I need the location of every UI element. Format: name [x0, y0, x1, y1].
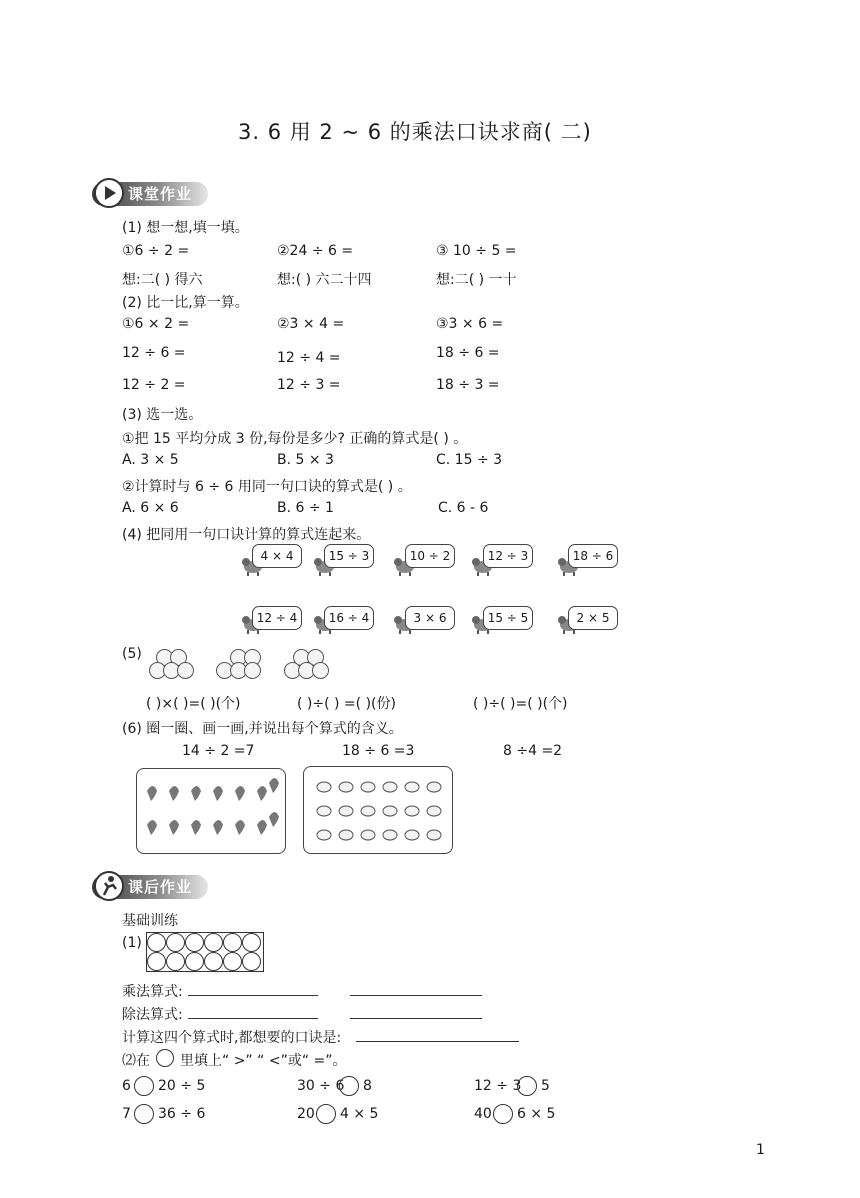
- q1-heading: (1) 想一想,填一填。: [122, 220, 249, 236]
- q2-r2-c1: 12 ÷ 6 =: [122, 345, 186, 361]
- q4-heading: (4) 把同用一句口诀计算的算式连起来。: [122, 527, 371, 543]
- apple-icon: [244, 662, 261, 679]
- q1-item-2: ②24 ÷ 6 =: [277, 243, 354, 259]
- q2-r1-c3: ③3 × 6 =: [436, 316, 504, 332]
- runner-icon: [94, 871, 124, 901]
- expr-tile[interactable]: 2 × 5: [568, 606, 618, 630]
- circle-icon: [166, 952, 185, 971]
- expr-tile[interactable]: 15 ÷ 3: [324, 544, 374, 568]
- cmp-r1c-left: 12 ÷ 3: [474, 1078, 522, 1094]
- compare-circle[interactable]: [493, 1104, 513, 1124]
- cmp-r2a-left: 7: [122, 1106, 131, 1122]
- q2-r1-c1: ①6 × 2 =: [122, 316, 190, 332]
- duck-icons: [304, 767, 452, 853]
- expr-tile[interactable]: 12 ÷ 4: [252, 606, 302, 630]
- circle-icon: [156, 1049, 174, 1067]
- q6-eq-2: 18 ÷ 6 =3: [342, 743, 415, 759]
- q1-item-3: ③ 10 ÷ 5 =: [436, 243, 517, 259]
- q1-think-1: 想:二( ) 得六: [122, 272, 203, 288]
- q2-r2-c3: 18 ÷ 6 =: [436, 345, 500, 361]
- page-title: 3. 6 用 2 ~ 6 的乘法口诀求商( 二): [238, 120, 592, 144]
- q2-r3-c2: 12 ÷ 3 =: [277, 377, 341, 393]
- rhyme-label: 计算这四个算式时,都想要的口诀是:: [122, 1030, 342, 1046]
- circle-icon: [185, 933, 204, 952]
- circle-icon: [147, 933, 166, 952]
- banner-label: 课后作业: [128, 878, 193, 896]
- expr-tile[interactable]: 4 × 4: [252, 544, 302, 568]
- expr-tile[interactable]: 18 ÷ 6: [568, 544, 618, 568]
- dolphin-picture: [136, 768, 286, 854]
- compare-circle[interactable]: [134, 1076, 154, 1096]
- cmp-r2c-right: 6 × 5: [517, 1106, 556, 1122]
- div-answer-line-2[interactable]: [350, 1018, 482, 1019]
- circle-icon: [166, 933, 185, 952]
- subsection-title: 基础训练: [122, 913, 178, 929]
- circle-icon: [223, 952, 242, 971]
- circle-icon: [223, 933, 242, 952]
- compare-circle[interactable]: [339, 1076, 359, 1096]
- circle-icon: [185, 952, 204, 971]
- q6-eq-1: 14 ÷ 2 =7: [182, 743, 255, 759]
- expr-tile[interactable]: 10 ÷ 2: [405, 544, 455, 568]
- q3-s2: ②计算时与 6 ÷ 6 用同一句口诀的算式是( ) 。: [122, 479, 412, 495]
- mul-answer-line-2[interactable]: [350, 995, 482, 996]
- circle-icon: [242, 952, 261, 971]
- q6-eq-3: 8 ÷4 =2: [503, 743, 563, 759]
- duck-picture: [303, 766, 453, 854]
- apple-icon: [312, 662, 329, 679]
- cmp-r1a-left: 6: [122, 1078, 131, 1094]
- dolphin-icons: [137, 769, 285, 853]
- rhyme-answer-line[interactable]: [356, 1041, 519, 1042]
- q5-blank-1[interactable]: ( )×( )=( )(个): [146, 696, 241, 712]
- mul-label: 乘法算式:: [122, 984, 183, 1000]
- play-icon: [94, 178, 124, 208]
- circle-icon: [242, 933, 261, 952]
- cmp-r2a-right: 36 ÷ 6: [158, 1106, 206, 1122]
- apple-icon: [177, 662, 194, 679]
- cmp-r2c-left: 40: [474, 1106, 492, 1122]
- expr-tile[interactable]: 16 ÷ 4: [324, 606, 374, 630]
- q3-s1: ①把 15 平均分成 3 份,每份是多少? 正确的算式是( ) 。: [122, 431, 468, 447]
- cmp-r1b-right: 8: [363, 1078, 372, 1094]
- section-banner-class: [92, 182, 208, 206]
- div-label: 除法算式:: [122, 1007, 183, 1023]
- after-q1-label: (1): [122, 935, 142, 951]
- q5-blank-2[interactable]: ( )÷( ) =( )(份): [297, 696, 396, 712]
- q3-s2-opt-c: C. 6 - 6: [438, 500, 489, 516]
- compare-circle[interactable]: [134, 1104, 154, 1124]
- mul-answer-line-1[interactable]: [188, 995, 318, 996]
- q3-s2-opt-b: B. 6 ÷ 1: [277, 500, 334, 516]
- page-number: 1: [756, 1142, 765, 1158]
- cmp-r2b-right: 4 × 5: [340, 1106, 379, 1122]
- section-banner-after: [92, 875, 208, 899]
- expr-tile[interactable]: 15 ÷ 5: [483, 606, 533, 630]
- q1-item-1: ①6 ÷ 2 =: [122, 243, 190, 259]
- compare-circle[interactable]: [517, 1076, 537, 1096]
- q1-think-3: 想:二( ) 一十: [436, 272, 517, 288]
- q2-r2-c2: 12 ÷ 4 =: [277, 350, 341, 366]
- q3-s1-opt-b: B. 5 × 3: [277, 452, 334, 468]
- banner-label: 课堂作业: [128, 185, 193, 203]
- circle-icon: [147, 952, 166, 971]
- q2-heading: (2) 比一比,算一算。: [122, 295, 249, 311]
- q2-r3-c3: 18 ÷ 3 =: [436, 377, 500, 393]
- compare-circle[interactable]: [316, 1104, 336, 1124]
- q5-blank-3[interactable]: ( )÷( )=( )(个): [473, 696, 568, 712]
- after-q2-prefix: ⑵在: [122, 1053, 150, 1069]
- cmp-r2b-left: 20: [297, 1106, 315, 1122]
- circle-icon: [204, 933, 223, 952]
- q2-r1-c2: ②3 × 4 =: [277, 316, 345, 332]
- q3-heading: (3) 选一选。: [122, 407, 203, 423]
- q1-think-2: 想:( ) 六二十四: [277, 272, 372, 288]
- circle-grid: [146, 932, 264, 972]
- q5-heading: (5): [122, 646, 142, 662]
- q2-r3-c1: 12 ÷ 2 =: [122, 377, 186, 393]
- div-answer-line-1[interactable]: [188, 1018, 318, 1019]
- q3-s2-opt-a: A. 6 × 6: [122, 500, 179, 516]
- expr-tile[interactable]: 12 ÷ 3: [483, 544, 533, 568]
- cmp-r1c-right: 5: [541, 1078, 550, 1094]
- cmp-r1b-left: 30 ÷ 6: [297, 1078, 345, 1094]
- after-q2-instruction: 里填上“ >” “ <”或“ =”。: [180, 1053, 347, 1069]
- cmp-r1a-right: 20 ÷ 5: [158, 1078, 206, 1094]
- circle-icon: [204, 952, 223, 971]
- q3-s1-opt-c: C. 15 ÷ 3: [436, 452, 503, 468]
- q6-heading: (6) 圈一圈、画一画,并说出每个算式的含义。: [122, 721, 403, 737]
- expr-tile[interactable]: 3 × 6: [405, 606, 455, 630]
- q3-s1-opt-a: A. 3 × 5: [122, 452, 179, 468]
